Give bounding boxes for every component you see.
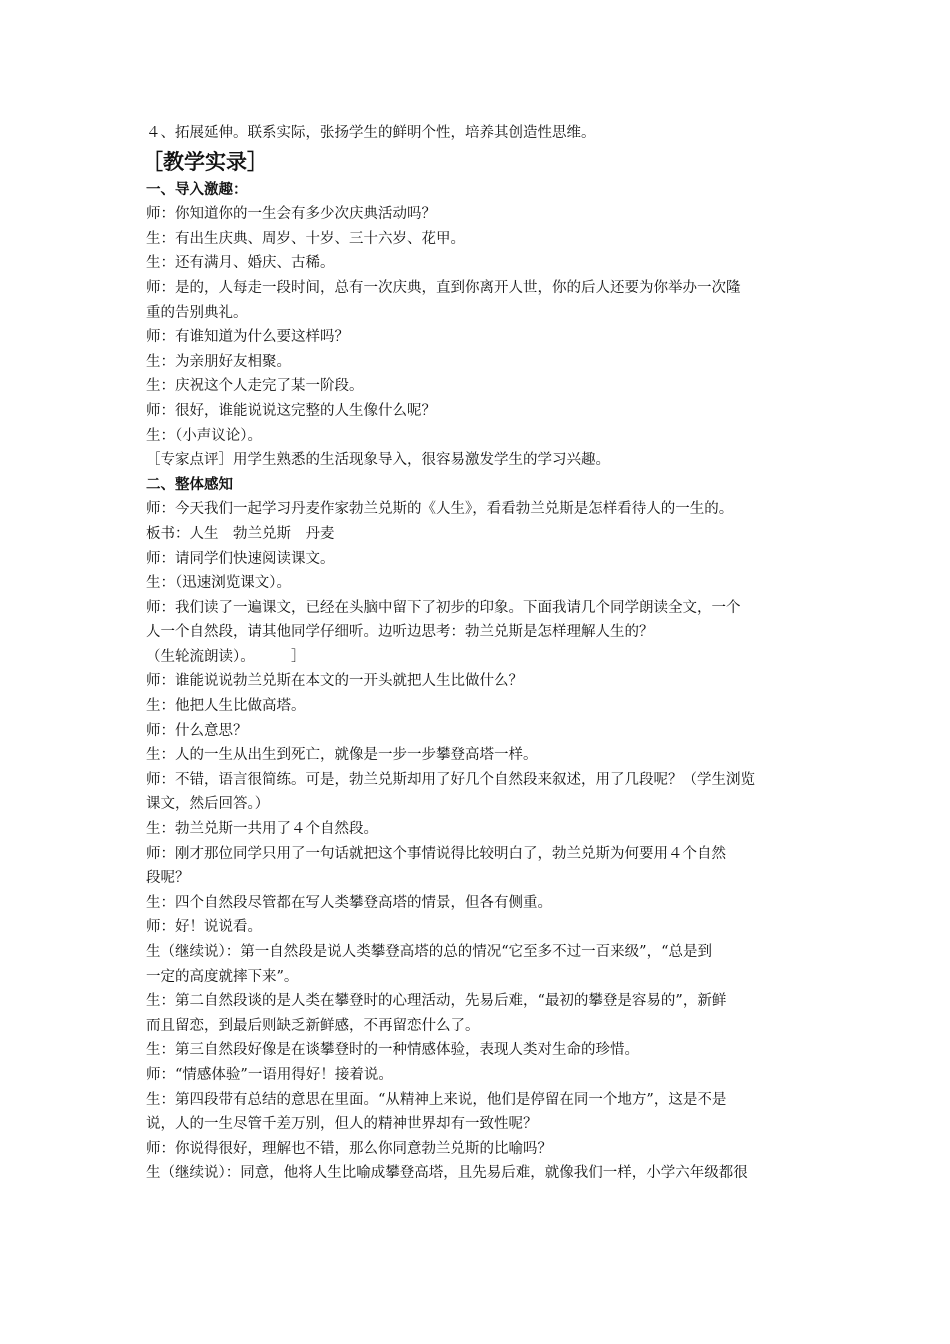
text-line: 师：什么意思？ <box>146 722 248 739</box>
text-line: 生：有出生庆典、周岁、十岁、三十六岁、花甲。 <box>146 230 465 247</box>
text-line: 生：四个自然段尽管都在写人类攀登高塔的情景，但各有侧重。 <box>146 894 552 911</box>
text-line: 一定的高度就摔下来”。 <box>146 968 299 985</box>
text-line: 生：人的一生从出生到死亡，就像是一步一步攀登高塔一样。 <box>146 747 538 764</box>
text-line: 生：庆祝这个人走完了某一阶段。 <box>146 378 364 395</box>
text-line: ４、拓展延伸。联系实际，张扬学生的鲜明个性，培养其创造性思维。 <box>146 125 596 141</box>
text-line: 生：第二自然段谈的是人类在攀登时的心理活动，先易后难，“最初的攀登是容易的”，新鲜 <box>146 993 727 1010</box>
text-line: 师：“情感体验”一语用得好！接着说。 <box>146 1066 393 1083</box>
text-line: 师：刚才那位同学只用了一句话就把这个事情说得比较明白了，勃兰兑斯为何要用４个自然 <box>146 845 726 862</box>
text-line: 说，人的一生尽管千差万别，但人的精神世界却有一致性呢？ <box>146 1116 538 1133</box>
text-line: 而且留恋，到最后则缺乏新鲜感，不再留恋什么了。 <box>146 1017 480 1034</box>
text-line: 生：（迅速浏览课文）。 <box>146 575 291 592</box>
text-line: 生：还有满月、婚庆、古稀。 <box>146 255 335 272</box>
document-page <box>142 121 814 1186</box>
text-line: 师：你说得很好，理解也不错，那么你同意勃兰兑斯的比喻吗？ <box>146 1140 552 1157</box>
text-line: 师：今天我们一起学习丹麦作家勃兰兑斯的《人生》，看看勃兰兑斯是怎样看待人的一生的。 <box>146 501 734 518</box>
text-line: 师：是的，人每走一段时间，总有一次庆典，直到你离开人世，你的后人还要为你举办一次隆 <box>146 279 741 296</box>
text-line: 重的告别典礼。 <box>146 304 248 321</box>
text-line: 师：谁能说说勃兰兑斯在本文的一开头就把人生比做什么？ <box>146 673 523 690</box>
text-line: 师：好！说说看。 <box>146 919 262 936</box>
text-line: 生（继续说）：第一自然段是说人类攀登高塔的总的情况“它至多不过一百来级”，“总是到 <box>146 944 712 960</box>
text-line: 师：我们读了一遍课文，已经在头脑中留下了初步的印象。下面我请几个同学朗读全文，一个 <box>146 599 741 616</box>
text-line: 师：很好，谁能说说这完整的人生像什么呢？ <box>146 402 436 419</box>
text-line: 生：第三自然段好像是在谈攀登时的一种情感体验，表现人类对生命的珍惜。 <box>146 1042 639 1059</box>
text-line: 师：有谁知道为什么要这样吗？ <box>146 329 349 346</box>
text-line: 师：请同学们快速阅读课文。 <box>146 550 335 567</box>
text-line: （生轮流朗读）。 ］ <box>146 648 306 665</box>
text-line: 生：（小声议论）。 <box>146 427 262 444</box>
text-line: ［专家点评］用学生熟悉的生活现象导入，很容易激发学生的学习兴趣。 <box>146 452 610 469</box>
text-line: 课文，然后回答。） <box>146 796 270 813</box>
subsection-heading: 二、整体感知 <box>146 476 233 493</box>
text-line: 板书：人生 勃兰兑斯 丹麦 <box>146 525 335 542</box>
text-line: 段呢？ <box>146 870 190 887</box>
text-line: 师：不错，语言很简练。可是，勃兰兑斯却用了好几个自然段来叙述，用了几段呢？（学生浏览 <box>146 771 755 788</box>
text-line: 人一个自然段，请其他同学仔细听。边听边思考：勃兰兑斯是怎样理解人生的？ <box>146 624 654 641</box>
text-line: 生：他把人生比做高塔。 <box>146 698 306 715</box>
text-line: 生：为亲朋好友相聚。 <box>146 353 291 370</box>
text-line: 师：你知道你的一生会有多少次庆典活动吗？ <box>146 206 436 223</box>
text-line: 生：勃兰兑斯一共用了４个自然段。 <box>146 821 378 838</box>
subsection-heading: 一、导入激趣： <box>146 181 248 198</box>
text-line: 生：第四段带有总结的意思在里面。“从精神上来说，他们是停留在同一个地方”，这是不是 <box>146 1091 727 1108</box>
text-line: 生（继续说）：同意，他将人生比喻成攀登高塔，且先易后难，就像我们一样，小学六年级都很 <box>146 1165 748 1182</box>
section-heading: ［教学实录］ <box>142 149 268 174</box>
